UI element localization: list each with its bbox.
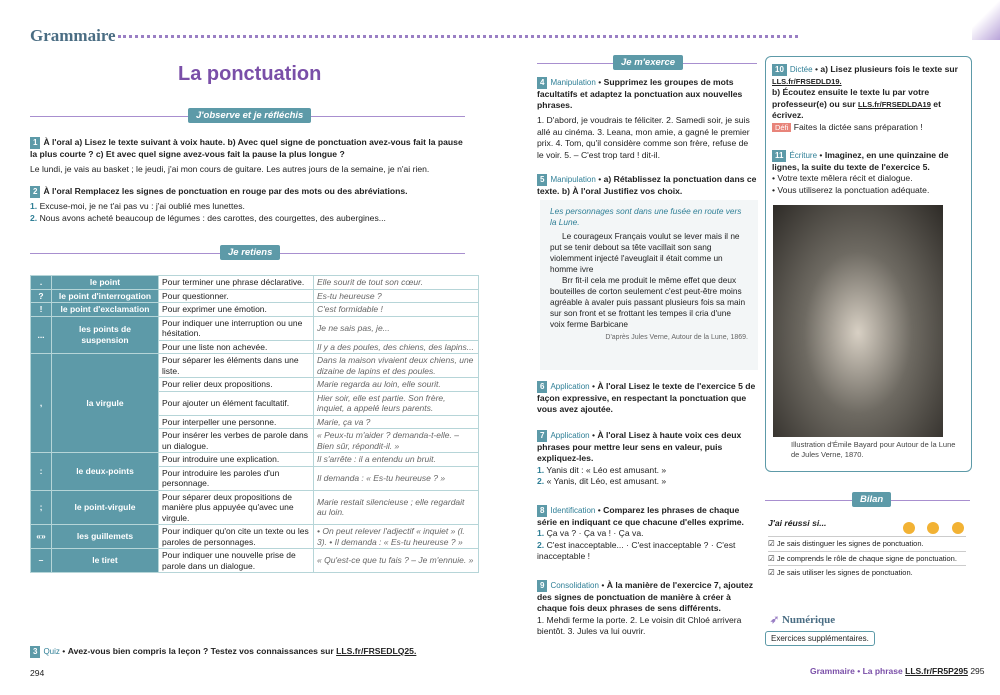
- neutral-face-icon: [927, 522, 939, 534]
- exercise-instruction: Remplacez les signes de ponctuation en rouge par des mots ou des abréviations.: [74, 186, 408, 196]
- section-bilan: Bilan: [852, 492, 891, 507]
- bilan-heading: J'ai réussi si...: [768, 518, 827, 528]
- exercise-number: 1: [30, 137, 40, 149]
- quote-paragraph: Le courageux Français voulut se lever mais il ne put se tenir debout sa tête vacillait son sang violemment injecté l'aveuglait il était comme un homme ivre: [550, 231, 740, 274]
- exercise-8: 8 Identification • Comparez les phrases de chaque série en indiquant ce que chacune d'elles exprime. 1. Ça va ? · Ça va ! · Ça va. 2. C'est inacceptable... · C'est inacceptable ? · C'est inacceptable !: [537, 505, 744, 561]
- exercise-2-items: 1. Excuse-moi, je ne t'ai pas vu : j'ai oublié mes lunettes. 2. Nous avons acheté beaucoup de légumes : des carottes, des courgettes, des aubergines...: [30, 201, 386, 223]
- defi-badge: Défi: [772, 123, 791, 132]
- quiz-link[interactable]: LLS.fr/FRSEDLQ25.: [336, 646, 417, 656]
- page-corner: [972, 0, 1000, 40]
- table-row: ... les points de suspension Pour indiquer une interruption ou une hésitation. Je ne sais pas, je...: [31, 316, 479, 340]
- cursor-icon: ➶: [770, 614, 780, 626]
- exercise-7: 7 Application • À l'oral Lisez à haute voix ces deux phrases pour mettre leur sens en valeur, puis expliquez-les. 1. Yanis dit : « Léo est amusant. » 2. « Yanis, dit Léo, est amusant. »: [537, 430, 742, 486]
- exercise-9-body: 1. Mehdi ferme la porte. 2. Le voisin dit Chloé arrivera bientôt. 3. Jules va lui ouvrir.: [537, 614, 742, 636]
- exercise-5: 5 Manipulation • a) Rétablissez la ponctuation dans ce texte. b) À l'oral Justifiez vos choix.: [537, 174, 757, 196]
- bilan-item: Je comprends le rôle de chaque signe de ponctuation.: [776, 553, 957, 563]
- table-row: «» les guillemets Pour indiquer qu'on cite un texte ou les paroles de personnages. • On peut relever l'adjectif « inquiet » (l. 3). • Il demanda : « Es-tu heureuse ? »: [31, 525, 479, 549]
- exercise-number: 3: [30, 646, 40, 658]
- table-row: Pour insérer les verbes de parole dans un dialogue. « Peux-tu m'aider ? demanda-t-elle. – Bien sûr, répondit-il. »: [31, 429, 479, 453]
- page-number-left: 294: [30, 668, 45, 678]
- oral-label: À l'oral: [43, 137, 73, 147]
- numerique-title: ➶ Numérique: [770, 614, 836, 626]
- bilan-item: Je sais distinguer les signes de ponctuation.: [776, 539, 924, 548]
- quote-paragraph: Brr fit-il cela me produit le même effet que deux bouteilles de corton seulement c'est peut-être moins agréable à avaler puis passant plusieurs fois sa main sur son front et se frottant les tempes il cria d'une voix ferme Barbicane: [550, 275, 746, 329]
- rules-table: [30, 275, 479, 573]
- table-row: : le deux-points Pour introduire une explication. Il s'arrête : il a entendu un bruit.: [31, 453, 479, 467]
- rules-table-wrap: [30, 275, 479, 573]
- table-row: ! le point d'exclamation Pour exprimer une émotion. C'est formidable !: [31, 303, 479, 317]
- section-exerce: Je m'exerce: [613, 55, 683, 70]
- bilan-item: Je sais utiliser les signes de ponctuation.: [776, 568, 913, 577]
- exercise-instruction: a) Lisez le texte suivant à voix haute. b) Avec quel signe de ponctuation avez-vous fait la pause la plus courte ? c) Et avec quel signe avez-vous fait la pause la plus longue ?: [30, 137, 463, 159]
- section-observe: J'observe et je réfléchis: [188, 108, 311, 123]
- extra-exercises-button[interactable]: Exercices supplémentaires.: [765, 631, 875, 646]
- exercise-1-text: Le lundi, je vais au basket ; le jeudi, j'ai mon cours de guitare. Les autres jours de la semaine, je n'ai rien.: [30, 164, 430, 174]
- exercise-10: 10 Dictée • a) Lisez plusieurs fois le texte sur LLS.fr/FRSEDLD19. b) Écoutez ensuite le texte lu par votre professeur(e) ou sur LLS.fr/FRSEDLDA19 et écrivez. Défi Faites la dictée sans préparation !: [772, 64, 958, 132]
- quote-source: D'après Jules Verne, Autour de la Lune, 1869.: [605, 334, 748, 341]
- list-item: Nous avons acheté beaucoup de légumes : des carottes, des courgettes, des aubergines...: [39, 212, 386, 223]
- table-row: Pour introduire les paroles d'un personnage. Il demanda : « Es-tu heureuse ? »: [31, 466, 479, 490]
- exercise-1: [30, 137, 470, 160]
- sad-face-icon: [952, 522, 964, 534]
- table-row: Pour une liste non achevée. Il y a des poules, des chiens, des lapins...: [31, 340, 479, 354]
- exercise-4-body: 1. D'abord, je voudrais te féliciter. 2. Samedi soir, je suis allé au cinéma. 3. Leana, mon amie, a gagné le premier prix. 4. Tom, qu'il considère comme son frère, refuse de le voir. 5. – C'est trop tard ! dit-il.: [537, 115, 750, 160]
- exercise-2: [30, 186, 470, 198]
- happy-face-icon: [903, 522, 915, 534]
- table-row: ; le point-virgule Pour séparer deux propositions de manière plus appuyée qu'avec une virgule. Marie restait silencieuse ; elle regardait au loin.: [31, 490, 479, 525]
- exercise-4: 4 Manipulation • Supprimez les groupes de mots facultatifs et adaptez la ponctuation aux nouvelles phrases.: [537, 77, 743, 110]
- table-row: Pour relier deux propositions. Marie regarda au loin, elle sourit.: [31, 378, 479, 392]
- quiz: 3 Quiz • Avez-vous bien compris la leçon ? Testez vos connaissances sur LLS.fr/FRSEDLQ25.: [30, 646, 470, 658]
- illustration-caption: Illustration d'Émile Bayard pour Autour de la Lune de Jules Verne, 1870.: [791, 440, 956, 459]
- list-item: Excuse-moi, je ne t'ai pas vu : j'ai oublié mes lunettes.: [39, 201, 245, 211]
- header-title: Grammaire: [30, 26, 116, 45]
- table-row: . le point Pour terminer une phrase déclarative. Elle sourit de tout son cœur.: [31, 276, 479, 290]
- exercise-number: 2: [30, 186, 40, 198]
- table-row: , la virgule Pour séparer les éléments dans une liste. Dans la maison vivaient deux chiens, une dizaine de lapins et des poules.: [31, 354, 479, 378]
- table-row: Pour ajouter un élément facultatif. Hier soir, elle est partie. Son frère, inquiet, a appelé leurs parents.: [31, 391, 479, 415]
- page-title: La ponctuation: [178, 63, 322, 85]
- header-divider: [118, 35, 798, 38]
- table-row: Pour interpeller une personne. Marie, ça va ?: [31, 415, 479, 429]
- exercise-9: 9 Consolidation • À la manière de l'exercice 7, ajoutez des signes de ponctuation de manière à créer à chaque fois deux phrases de sens différents. 1. Mehdi ferme la porte. 2. Le voisin dit Chloé arrivera bientôt. 3. Jules va lui ouvrir.: [537, 580, 757, 638]
- quote-intro: Les personnages sont dans une fusée en route vers la Lune.: [550, 206, 742, 227]
- table-row: ? le point d'interrogation Pour questionner. Es-tu heureuse ?: [31, 289, 479, 303]
- exercise-11: 11 Écriture • Imaginez, en une quinzaine de lignes, la suite du texte de l'exercice 5. • Votre texte mêlera récit et dialogue. • Vous utiliserez la ponctuation adéquate.: [772, 150, 949, 195]
- bayard-illustration: [773, 205, 943, 437]
- quote-box: [540, 200, 758, 370]
- table-row: – le tiret Pour indiquer une nouvelle prise de parole dans un dialogue. « Qu'est-ce que tu fais ? – Je m'ennuie. »: [31, 549, 479, 573]
- exercise-6: 6 Application • À l'oral Lisez le texte de l'exercice 5 de façon expressive, en respectant la ponctuation que vous avez ajoutée.: [537, 381, 756, 414]
- section-retiens: Je retiens: [220, 245, 280, 260]
- bilan-list: ☑ Je sais distinguer les signes de ponctuation. ☑ Je comprends le rôle de chaque signe de ponctuation. ☑ Je sais utiliser les signes de ponctuation.: [768, 536, 966, 580]
- oral-label: À l'oral: [43, 186, 73, 196]
- footer: Grammaire • La phrase LLS.fr/FR5P295 295: [810, 666, 985, 676]
